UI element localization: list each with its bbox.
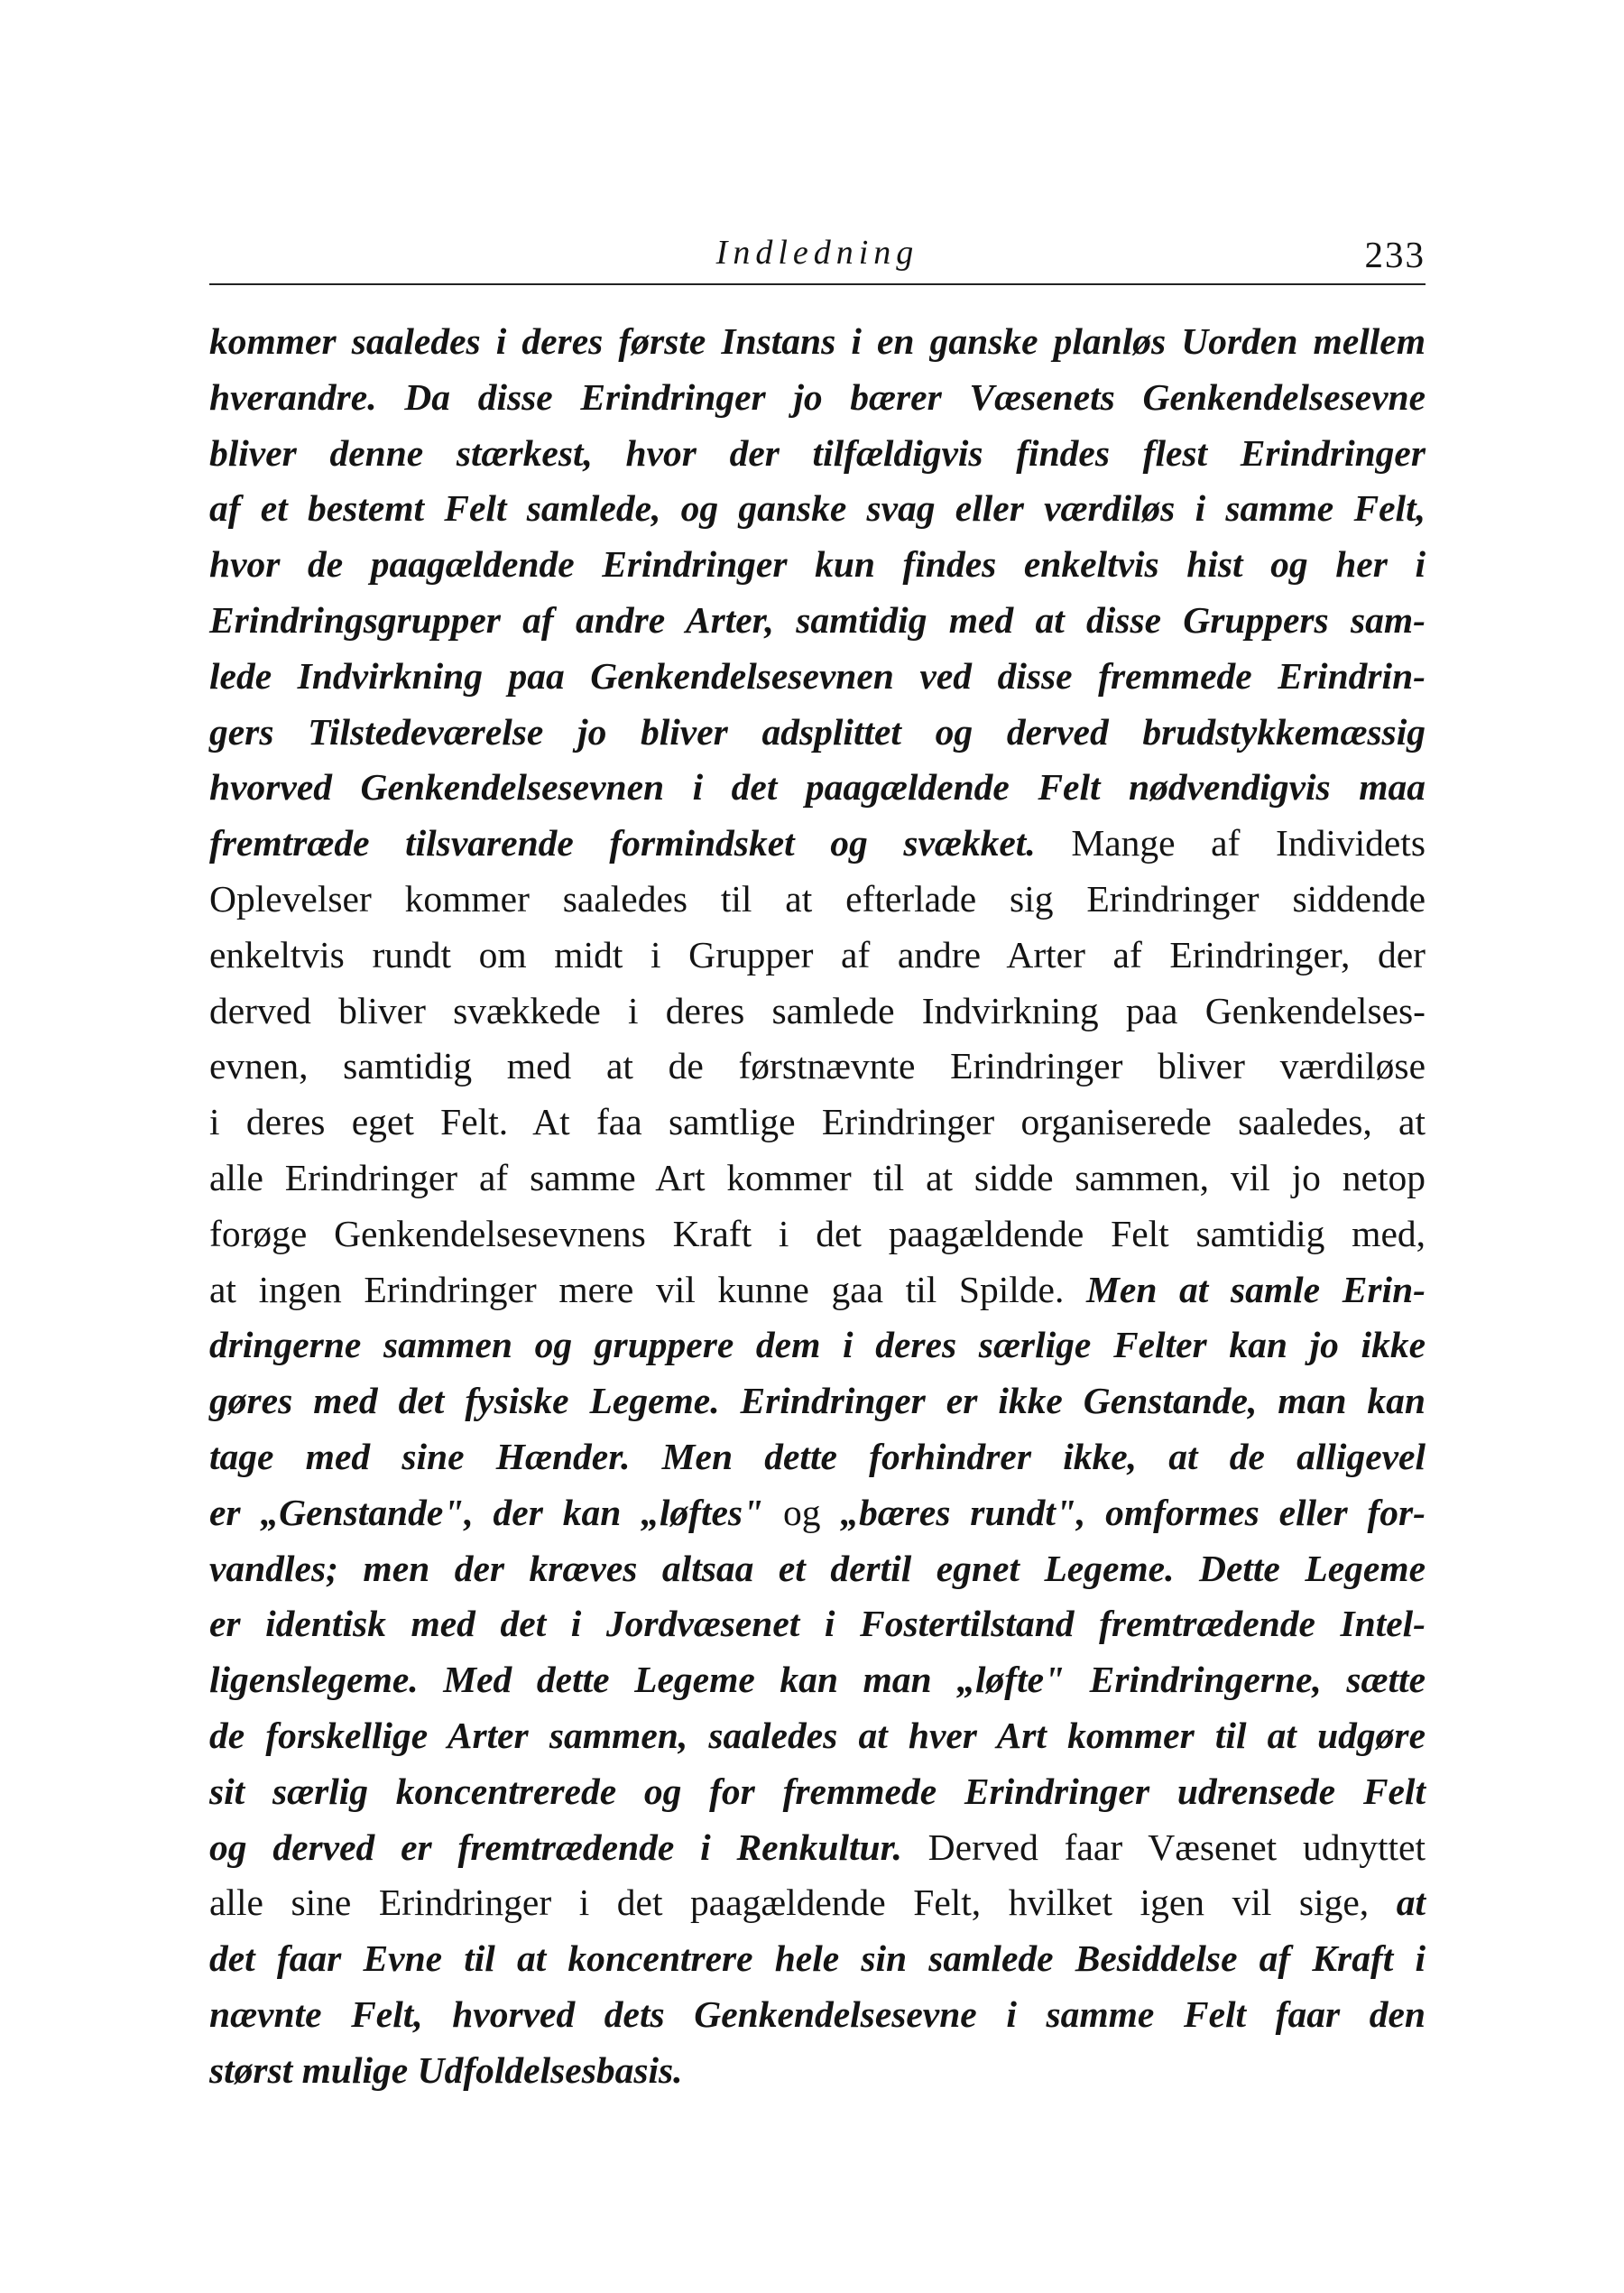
italic-text-segment: fremtræde tilsvarende formindsket og svækket. [209, 822, 1036, 864]
text-line [209, 1262, 1426, 1318]
header-rule [209, 283, 1426, 285]
text-line [209, 481, 1426, 537]
text-line [209, 370, 1426, 426]
text-line [209, 1373, 1426, 1429]
italic-text-segment: dringerne sammen og gruppere dem i deres særlige Felter kan jo ikke [209, 1324, 1426, 1366]
italic-text-segment: er identisk med det i Jordvæsenet i Fostertilstand fremtrædende Intel- [209, 1603, 1426, 1645]
text-line [209, 593, 1426, 649]
italic-text-segment: og derved er fremtrædende i Renkultur. [209, 1826, 902, 1868]
roman-text-segment: og [763, 1491, 841, 1533]
text-line [209, 1318, 1426, 1373]
text-line [209, 928, 1426, 984]
italic-text-segment: Men at samle Erin- [1064, 1268, 1426, 1310]
roman-text-segment: at ingen Erindringer mere vil kunne gaa til Spilde. [209, 1268, 1065, 1310]
roman-text-segment: derved bliver svækkede i deres samlede Indvirkning paa Genkendelses- [209, 989, 1426, 1031]
italic-text-segment: „bæres rundt", omformes eller for- [840, 1491, 1426, 1533]
roman-text-segment: forøge Genkendelsesevnens Kraft i det paagældende Felt samtidig med, [209, 1212, 1426, 1254]
text-line [209, 314, 1426, 370]
page-header [209, 233, 1426, 285]
text-line [209, 2043, 1426, 2099]
italic-text-segment: sit særlig koncentrerede og for fremmede Erindringer udrensede Felt [209, 1770, 1426, 1812]
text-line [209, 426, 1426, 482]
italic-text-segment: hvor de paagældende Erindringer kun findes enkeltvis hist og her i [209, 543, 1426, 586]
text-line [209, 537, 1426, 593]
italic-text-segment: vandles; men der kræves altsaa et dertil egnet Legeme. Dette Legeme [209, 1547, 1426, 1589]
text-line [209, 1708, 1426, 1764]
italic-text-segment: tage med sine Hænder. Men dette forhindrer ikke, at de alligevel [209, 1435, 1426, 1477]
italic-text-segment: at [1369, 1882, 1426, 1924]
page-number: 233 [1364, 234, 1426, 275]
italic-text-segment: hvorved Genkendelsesevnen i det paagældende Felt nødvendigvis maa [209, 766, 1426, 809]
italic-text-segment: af et bestemt Felt samlede, og ganske svag eller værdiløs i samme Felt, [209, 487, 1426, 530]
text-line [209, 1652, 1426, 1708]
text-line [209, 1039, 1426, 1095]
roman-text-segment: evnen, samtidig med at de førstnævnte Erindringer bliver værdiløse [209, 1045, 1426, 1087]
text-line [209, 816, 1426, 872]
text-line [209, 1820, 1426, 1876]
text-line [209, 984, 1426, 1040]
italic-text-segment: størst mulige Udfoldelsesbasis. [209, 2048, 683, 2091]
text-line [209, 1987, 1426, 2043]
text-line [209, 649, 1426, 705]
italic-text-segment: Erindringsgrupper af andre Arter, samtidig med at disse Gruppers sam- [209, 598, 1426, 641]
text-line [209, 1151, 1426, 1207]
italic-text-segment: hverandre. Da disse Erindringer jo bærer Væsenets Genkendelsesevne [209, 375, 1426, 418]
italic-text-segment: gers Tilstedeværelse jo bliver adsplittet og derved brudstykkemæssig [209, 710, 1426, 753]
text-line [209, 1931, 1426, 1987]
text-line [209, 1207, 1426, 1262]
text-line [209, 872, 1426, 928]
italic-text-segment: bliver denne stærkest, hvor der tilfældigvis findes flest Erindringer [209, 431, 1426, 474]
roman-text-segment: alle Erindringer af samme Art kommer til at sidde sammen, vil jo netop [209, 1156, 1426, 1198]
italic-text-segment: er „Genstande", der kan „løftes" [209, 1491, 764, 1533]
italic-text-segment: gøres med det fysiske Legeme. Erindringer er ikke Genstande, man kan [209, 1380, 1426, 1422]
roman-text-segment: i deres eget Felt. At faa samtlige Erindringer organiserede saaledes, at [209, 1101, 1426, 1143]
text-line [209, 1095, 1426, 1151]
running-title: Indledning [715, 234, 919, 272]
italic-text-segment: de forskellige Arter sammen, saaledes at hver Art kommer til at udgøre [209, 1714, 1426, 1756]
text-line [209, 1541, 1426, 1597]
roman-text-segment: Mange af Individets [1035, 822, 1426, 864]
italic-text-segment: ligenslegeme. Med dette Legeme kan man „løfte" Erindringerne, sætte [209, 1659, 1426, 1701]
text-line [209, 1875, 1426, 1931]
italic-text-segment: det faar Evne til at koncentrere hele sin samlede Besiddelse af Kraft i [209, 1937, 1426, 1980]
italic-text-segment: kommer saaledes i deres første Instans i en ganske planløs Uorden mellem [209, 320, 1426, 362]
roman-text-segment: alle sine Erindringer i det paagældende Felt, hvilket igen vil sige, [209, 1882, 1370, 1924]
text-line [209, 705, 1426, 761]
text-line [209, 1764, 1426, 1820]
body-text [209, 314, 1426, 2099]
roman-text-segment: Oplevelser kommer saaledes til at efterlade sig Erindringer siddende [209, 877, 1426, 920]
text-line [209, 1429, 1426, 1485]
italic-text-segment: lede Indvirkning paa Genkendelsesevnen ved disse fremmede Erindrin- [209, 654, 1426, 697]
text-line [209, 760, 1426, 816]
roman-text-segment: Derved faar Væsenet udnyttet [901, 1826, 1426, 1868]
italic-text-segment: nævnte Felt, hvorved dets Genkendelsesevne i samme Felt faar den [209, 1993, 1426, 2035]
text-line [209, 1596, 1426, 1652]
text-line [209, 1485, 1426, 1541]
roman-text-segment: enkeltvis rundt om midt i Grupper af andre Arter af Erindringer, der [209, 933, 1426, 975]
